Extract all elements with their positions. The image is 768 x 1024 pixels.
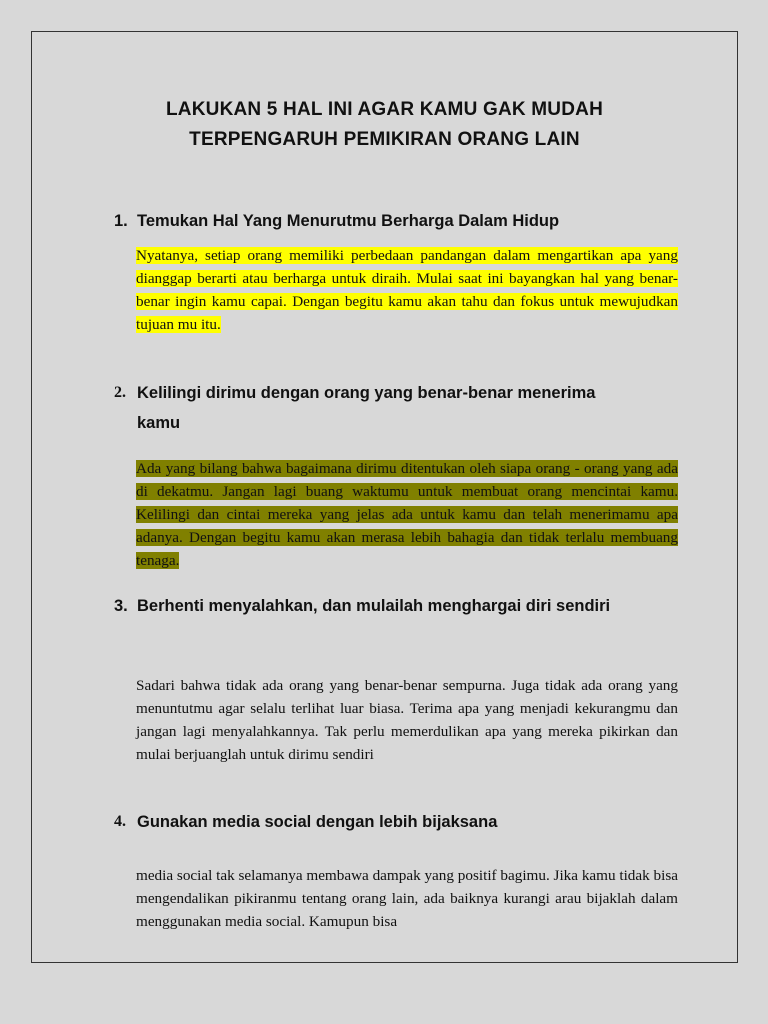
document-title: [32, 95, 737, 155]
section-4-number: 4.: [114, 813, 126, 830]
section-1-body: [136, 244, 678, 336]
section-1-number: 1.: [114, 212, 128, 230]
section-3-number: 3.: [114, 597, 128, 615]
section-3-title: Berhenti menyalahkan, dan mulailah menghargai diri sendiri: [137, 597, 611, 615]
section-4-text: media social tak selamanya membawa dampak yang positif bagimu. Jika kamu tidak bisa mengendalikan pikiranmu tentang orang lain, ada baiknya kurangi arau bijaklah dalam menggunakan media social. Kamupun bisa: [136, 867, 678, 930]
title-line-2: TERPENGARUH PEMIKIRAN ORANG LAIN: [189, 129, 580, 150]
section-2-body: [136, 457, 678, 572]
section-2-text: Ada yang bilang bahwa bagaimana dirimu ditentukan oleh siapa orang - orang yang ada di dekatmu. Jangan lagi buang waktumu untuk membuat orang mencintai kamu. Kelilingi dan cintai mereka yang jelas ada untuk kamu dan telah menerimamu apa adanya. Dengan begitu kamu akan merasa lebih bahagia dan tidak terlalu membuang tenaga.: [136, 460, 678, 569]
section-1-title: Temukan Hal Yang Menurutmu Berharga Dalam Hidup: [137, 212, 560, 230]
section-3-body: [136, 674, 678, 766]
section-3-text: Sadari bahwa tidak ada orang yang benar-benar sempurna. Juga tidak ada orang yang menuntutmu agar selalu terlihat luar biasa. Terima apa yang menjadi kekurangmu dan jangan lagi menyalahkannya. Tak perlu memerdulikan apa yang mereka pikirkan dan mulai berjuanglah untuk dirimu sendiri: [136, 677, 678, 763]
document-page: [31, 31, 738, 963]
section-4-body: [136, 864, 678, 933]
section-1-text: Nyatanya, setiap orang memiliki perbedaan pandangan dalam mengartikan apa yang dianggap berarti atau berharga untuk diraih. Mulai saat ini bayangkan hal yang benar-benar ingin kamu capai. Dengan begitu kamu akan tahu dan fokus untuk mewujudkan tujuan mu itu.: [136, 247, 678, 333]
section-2-title: Kelilingi dirimu dengan orang yang benar-benar menerima kamu: [137, 384, 596, 432]
section-4-title: Gunakan media social dengan lebih bijaksana: [137, 813, 498, 831]
title-line-1: LAKUKAN 5 HAL INI AGAR KAMU GAK MUDAH: [166, 99, 603, 120]
section-2-number: 2.: [114, 384, 126, 401]
